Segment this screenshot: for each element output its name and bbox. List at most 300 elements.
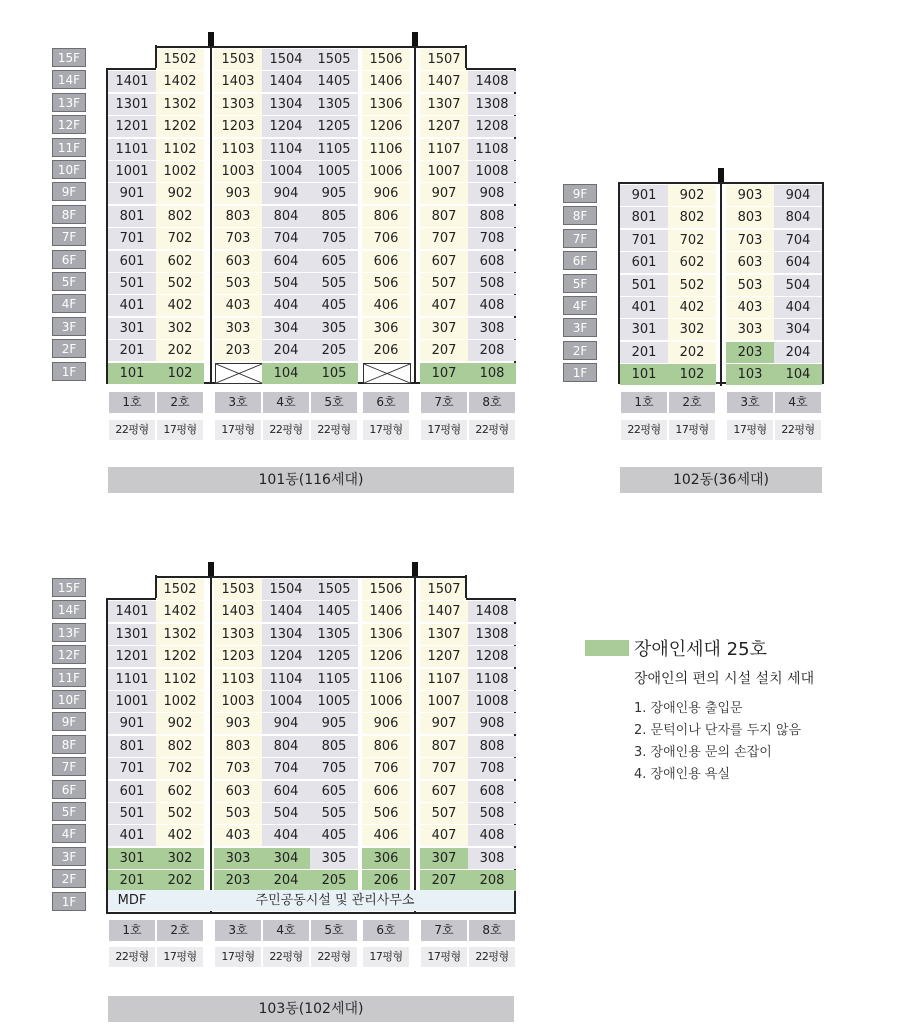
unit-cell: 908	[468, 183, 516, 204]
floor-label: 3F	[52, 847, 86, 866]
unit-cell: 1107	[420, 669, 468, 690]
floor-label: 9F	[52, 712, 86, 731]
accessible-unit-cell: 208	[468, 870, 516, 891]
accessible-unit-cell: 107	[420, 363, 468, 384]
unit-cell: 1302	[156, 624, 204, 645]
unit-cell: 502	[156, 803, 204, 824]
accessible-unit-cell: 206	[362, 870, 410, 891]
unit-cell: 402	[156, 825, 204, 846]
unit-number-label: 3호	[215, 920, 261, 941]
floor-label: 6F	[563, 251, 597, 270]
unit-cell: 1201	[108, 116, 156, 137]
unit-cell: 703	[214, 758, 262, 779]
unit-cell: 1106	[362, 669, 410, 690]
unit-cell: 1207	[420, 646, 468, 667]
unit-number-label: 2호	[157, 392, 203, 413]
unit-cell: 604	[262, 251, 310, 272]
unit-size-label: 17평형	[215, 947, 261, 967]
unit-cell: 202	[668, 342, 716, 363]
unit-cell: 1004	[262, 161, 310, 182]
unit-cell: 1504	[262, 579, 310, 600]
unit-cell: 1106	[362, 139, 410, 160]
unit-cell: 507	[420, 803, 468, 824]
unit-size-label: 22평형	[109, 947, 155, 967]
unit-cell: 1003	[214, 691, 262, 712]
unit-cell: 1502	[156, 579, 204, 600]
unit-number-label: 7호	[421, 392, 467, 413]
unit-cell: 803	[726, 207, 774, 228]
unit-cell: 601	[108, 781, 156, 802]
roof-step-line	[465, 45, 467, 68]
unit-cell: 1506	[362, 579, 410, 600]
floor-label: 13F	[52, 623, 86, 642]
unit-cell: 306	[362, 318, 410, 339]
unit-size-label: 22평형	[469, 947, 515, 967]
unit-cell: 501	[108, 803, 156, 824]
unit-cell: 602	[156, 781, 204, 802]
accessible-unit-cell: 203	[214, 870, 262, 891]
unit-cell: 705	[310, 758, 358, 779]
unit-cell: 901	[108, 713, 156, 734]
unit-cell: 606	[362, 251, 410, 272]
unit-cell: 903	[214, 713, 262, 734]
unit-cell: 806	[362, 736, 410, 757]
unit-cell: 503	[214, 803, 262, 824]
unit-cell: 301	[620, 319, 668, 340]
floor-label: 8F	[52, 735, 86, 754]
unit-number-label: 4호	[775, 392, 821, 413]
unit-cell: 506	[362, 273, 410, 294]
unit-number-label: 6호	[363, 392, 409, 413]
accessible-unit-cell: 104	[774, 364, 822, 385]
unit-cell: 908	[468, 713, 516, 734]
unit-cell: 401	[108, 295, 156, 316]
unit-cell: 605	[310, 251, 358, 272]
unit-size-label: 17평형	[421, 947, 467, 967]
accessible-unit-cell: 304	[262, 848, 310, 869]
legend-swatch	[585, 640, 629, 656]
unit-cell: 1203	[214, 116, 262, 137]
roof-step-line	[466, 598, 516, 600]
accessible-unit-cell: 201	[108, 870, 156, 891]
unit-size-label: 17평형	[363, 420, 409, 440]
unit-cell: 1505	[310, 579, 358, 600]
unit-cell: 1408	[468, 71, 516, 92]
unit-cell: 1101	[108, 669, 156, 690]
unit-cell: 1004	[262, 691, 310, 712]
floor-label: 12F	[52, 115, 86, 134]
roof-step-line	[106, 598, 156, 600]
unit-cell: 1005	[310, 691, 358, 712]
floor-label: 10F	[52, 690, 86, 709]
unit-cell: 502	[668, 275, 716, 296]
unit-cell: 406	[362, 295, 410, 316]
unit-number-label: 1호	[621, 392, 667, 413]
unit-cell: 603	[214, 251, 262, 272]
building-divider	[210, 46, 212, 384]
unit-number-label: 4호	[263, 920, 309, 941]
unit-cell: 1408	[468, 601, 516, 622]
unit-cell: 1202	[156, 116, 204, 137]
unit-cell: 1301	[108, 624, 156, 645]
unit-cell: 1201	[108, 646, 156, 667]
unit-cell: 1002	[156, 691, 204, 712]
unit-number-label: 7호	[421, 920, 467, 941]
unit-size-label: 17평형	[669, 420, 715, 440]
unit-cell: 808	[468, 206, 516, 227]
unit-size-label: 22평형	[311, 947, 357, 967]
unit-cell: 504	[774, 275, 822, 296]
building-divider	[414, 576, 416, 914]
unit-cell: 708	[468, 228, 516, 249]
unit-cell: 1306	[362, 94, 410, 115]
unit-cell: 1404	[262, 71, 310, 92]
b103-mdf-label: MDF	[108, 890, 156, 911]
roof-step-line	[465, 575, 467, 598]
unit-cell: 203	[214, 340, 262, 361]
unit-cell: 305	[310, 318, 358, 339]
building-divider-tab	[208, 562, 214, 576]
unit-cell: 704	[262, 228, 310, 249]
unit-cell: 602	[668, 252, 716, 273]
unit-cell: 1103	[214, 139, 262, 160]
unit-cell: 302	[156, 318, 204, 339]
unit-cell: 1205	[310, 116, 358, 137]
unit-size-label: 22평형	[311, 420, 357, 440]
unit-cell: 403	[726, 297, 774, 318]
accessible-unit-cell: 102	[156, 363, 204, 384]
unit-cell: 804	[262, 206, 310, 227]
unit-cell: 1008	[468, 161, 516, 182]
legend-title: 장애인세대 25호	[634, 639, 767, 660]
floor-label: 1F	[52, 892, 86, 911]
roof-notch	[465, 575, 517, 599]
unit-cell: 805	[310, 736, 358, 757]
accessible-unit-cell: 207	[420, 870, 468, 891]
unit-cell: 1102	[156, 669, 204, 690]
legend-item: 2. 문턱이나 단자를 두지 않음	[634, 723, 802, 738]
unit-cell: 1507	[420, 579, 468, 600]
unit-size-label: 22평형	[263, 947, 309, 967]
unit-cell: 204	[774, 342, 822, 363]
floor-label: 10F	[52, 160, 86, 179]
unit-cell: 904	[774, 185, 822, 206]
legend-item: 1. 장애인용 출입문	[634, 701, 743, 716]
unit-cell: 907	[420, 713, 468, 734]
unit-cell: 1206	[362, 116, 410, 137]
roof-step-line	[155, 45, 157, 68]
roof-step-line	[466, 68, 516, 70]
unit-cell: 507	[420, 273, 468, 294]
unit-cell: 404	[774, 297, 822, 318]
accessible-unit-cell: 108	[468, 363, 516, 384]
unit-cell: 508	[468, 273, 516, 294]
unit-cell: 305	[310, 848, 358, 869]
unit-number-label: 1호	[109, 392, 155, 413]
b103-name-bar: 103동(102세대)	[108, 996, 514, 1022]
unit-cell: 1002	[156, 161, 204, 182]
unit-cell: 504	[262, 803, 310, 824]
unit-cell: 1006	[362, 161, 410, 182]
unit-number-label: 2호	[157, 920, 203, 941]
unit-cell: 506	[362, 803, 410, 824]
unit-cell: 804	[262, 736, 310, 757]
unit-cell: 308	[468, 848, 516, 869]
floor-label: 12F	[52, 645, 86, 664]
unit-cell: 605	[310, 781, 358, 802]
unit-cell: 701	[108, 228, 156, 249]
floor-label: 13F	[52, 93, 86, 112]
floor-label: 15F	[52, 48, 86, 67]
unit-cell: 904	[262, 713, 310, 734]
legend-item: 3. 장애인용 문의 손잡이	[634, 745, 772, 760]
unit-cell: 201	[620, 342, 668, 363]
unit-size-label: 22평형	[621, 420, 667, 440]
unit-cell: 604	[774, 252, 822, 273]
unit-cell: 604	[262, 781, 310, 802]
roof-step-line	[155, 575, 157, 598]
unit-number-label: 1호	[109, 920, 155, 941]
floor-label: 11F	[52, 138, 86, 157]
unit-size-label: 17평형	[157, 947, 203, 967]
unit-cell: 1203	[214, 646, 262, 667]
building-divider	[210, 576, 212, 914]
accessible-unit-cell: 302	[156, 848, 204, 869]
unit-cell: 405	[310, 825, 358, 846]
unit-cell: 801	[620, 207, 668, 228]
unit-cell: 202	[156, 340, 204, 361]
unit-cell: 1007	[420, 691, 468, 712]
unit-cell: 208	[468, 340, 516, 361]
unit-size-label: 17평형	[215, 420, 261, 440]
unit-cell: 402	[668, 297, 716, 318]
building-divider	[414, 46, 416, 384]
unit-cell: 1003	[214, 161, 262, 182]
unit-size-label: 17평형	[421, 420, 467, 440]
unit-cell: 402	[156, 295, 204, 316]
unit-cell: 408	[468, 295, 516, 316]
empty-unit-cross	[215, 363, 263, 384]
unit-cell: 906	[362, 183, 410, 204]
accessible-unit-cell: 306	[362, 848, 410, 869]
unit-cell: 405	[310, 295, 358, 316]
unit-cell: 701	[620, 230, 668, 251]
unit-cell: 1008	[468, 691, 516, 712]
unit-cell: 1305	[310, 94, 358, 115]
accessible-unit-cell: 101	[620, 364, 668, 385]
unit-cell: 802	[156, 736, 204, 757]
unit-cell: 407	[420, 295, 468, 316]
unit-cell: 702	[156, 228, 204, 249]
unit-cell: 1401	[108, 71, 156, 92]
unit-size-label: 17평형	[157, 420, 203, 440]
unit-cell: 703	[214, 228, 262, 249]
unit-number-label: 5호	[311, 392, 357, 413]
unit-cell: 1405	[310, 71, 358, 92]
unit-cell: 601	[620, 252, 668, 273]
unit-cell: 401	[620, 297, 668, 318]
unit-cell: 1403	[214, 71, 262, 92]
unit-cell: 401	[108, 825, 156, 846]
unit-cell: 1107	[420, 139, 468, 160]
unit-cell: 603	[214, 781, 262, 802]
unit-cell: 807	[420, 206, 468, 227]
accessible-unit-cell: 301	[108, 848, 156, 869]
unit-cell: 607	[420, 251, 468, 272]
unit-cell: 902	[156, 713, 204, 734]
unit-cell: 505	[310, 803, 358, 824]
unit-cell: 1507	[420, 49, 468, 70]
unit-cell: 1103	[214, 669, 262, 690]
unit-cell: 503	[214, 273, 262, 294]
unit-number-label: 3호	[215, 392, 261, 413]
accessible-unit-cell: 205	[310, 870, 358, 891]
unit-cell: 1104	[262, 139, 310, 160]
floor-label: 5F	[563, 274, 597, 293]
unit-number-label: 5호	[311, 920, 357, 941]
floor-label: 6F	[52, 780, 86, 799]
unit-cell: 905	[310, 183, 358, 204]
unit-cell: 508	[468, 803, 516, 824]
accessible-unit-cell: 105	[310, 363, 358, 384]
unit-cell: 1101	[108, 139, 156, 160]
floor-label: 15F	[52, 578, 86, 597]
unit-cell: 1506	[362, 49, 410, 70]
unit-cell: 1302	[156, 94, 204, 115]
unit-cell: 301	[108, 318, 156, 339]
unit-cell: 505	[310, 273, 358, 294]
unit-cell: 1202	[156, 646, 204, 667]
unit-cell: 503	[726, 275, 774, 296]
floor-label: 1F	[52, 362, 86, 381]
floor-label: 6F	[52, 250, 86, 269]
roof-notch	[105, 575, 157, 599]
unit-cell: 403	[214, 825, 262, 846]
floor-label: 1F	[563, 363, 597, 382]
accessible-unit-cell: 101	[108, 363, 156, 384]
floor-label: 4F	[52, 294, 86, 313]
floor-label: 7F	[52, 757, 86, 776]
unit-cell: 1108	[468, 669, 516, 690]
building-divider-tab	[412, 562, 418, 576]
building-divider	[720, 182, 722, 386]
floor-label: 5F	[52, 272, 86, 291]
unit-number-label: 2호	[669, 392, 715, 413]
building-divider-tab	[718, 168, 724, 182]
unit-cell: 1208	[468, 646, 516, 667]
unit-cell: 905	[310, 713, 358, 734]
unit-cell: 408	[468, 825, 516, 846]
unit-cell: 704	[774, 230, 822, 251]
unit-cell: 906	[362, 713, 410, 734]
unit-cell: 607	[420, 781, 468, 802]
unit-cell: 1102	[156, 139, 204, 160]
accessible-unit-cell: 104	[262, 363, 310, 384]
unit-cell: 1005	[310, 161, 358, 182]
unit-cell: 302	[668, 319, 716, 340]
floor-label: 3F	[563, 318, 597, 337]
unit-cell: 201	[108, 340, 156, 361]
roof-notch	[105, 45, 157, 69]
empty-unit-cross	[363, 363, 411, 384]
accessible-unit-cell: 204	[262, 870, 310, 891]
floor-label: 2F	[52, 339, 86, 358]
unit-cell: 804	[774, 207, 822, 228]
unit-cell: 706	[362, 758, 410, 779]
unit-size-label: 22평형	[469, 420, 515, 440]
floor-label: 4F	[563, 296, 597, 315]
unit-cell: 1303	[214, 624, 262, 645]
unit-cell: 1307	[420, 624, 468, 645]
floor-label: 11F	[52, 668, 86, 687]
unit-cell: 1105	[310, 139, 358, 160]
floor-label: 9F	[52, 182, 86, 201]
b102-name-bar: 102동(36세대)	[620, 467, 822, 493]
unit-number-label: 3호	[727, 392, 773, 413]
unit-cell: 705	[310, 228, 358, 249]
unit-size-label: 17평형	[363, 947, 409, 967]
unit-cell: 608	[468, 781, 516, 802]
unit-cell: 1206	[362, 646, 410, 667]
unit-cell: 707	[420, 758, 468, 779]
accessible-unit-cell: 307	[420, 848, 468, 869]
unit-cell: 1308	[468, 94, 516, 115]
roof-step-line	[106, 68, 156, 70]
unit-cell: 204	[262, 340, 310, 361]
unit-cell: 1407	[420, 71, 468, 92]
unit-cell: 802	[156, 206, 204, 227]
floor-label: 3F	[52, 317, 86, 336]
unit-cell: 1207	[420, 116, 468, 137]
unit-cell: 801	[108, 736, 156, 757]
unit-cell: 904	[262, 183, 310, 204]
floor-label: 14F	[52, 600, 86, 619]
legend-item: 4. 장애인용 욕실	[634, 767, 731, 782]
floor-label: 14F	[52, 70, 86, 89]
unit-cell: 704	[262, 758, 310, 779]
unit-cell: 901	[108, 183, 156, 204]
unit-size-label: 22평형	[775, 420, 821, 440]
unit-cell: 902	[668, 185, 716, 206]
unit-cell: 1304	[262, 94, 310, 115]
accessible-unit-cell: 303	[214, 848, 262, 869]
unit-cell: 803	[214, 206, 262, 227]
floor-label: 8F	[52, 205, 86, 224]
unit-cell: 1007	[420, 161, 468, 182]
floor-label: 7F	[52, 227, 86, 246]
unit-cell: 407	[420, 825, 468, 846]
unit-number-label: 6호	[363, 920, 409, 941]
unit-cell: 903	[214, 183, 262, 204]
unit-cell: 805	[310, 206, 358, 227]
unit-cell: 207	[420, 340, 468, 361]
unit-cell: 1503	[214, 579, 262, 600]
accessible-unit-cell: 203	[726, 342, 774, 363]
floor-label: 2F	[52, 869, 86, 888]
unit-cell: 1205	[310, 646, 358, 667]
unit-cell: 1308	[468, 624, 516, 645]
unit-cell: 1303	[214, 94, 262, 115]
unit-cell: 802	[668, 207, 716, 228]
floor-label: 9F	[563, 184, 597, 203]
unit-cell: 1204	[262, 646, 310, 667]
unit-cell: 1504	[262, 49, 310, 70]
unit-cell: 602	[156, 251, 204, 272]
unit-cell: 1505	[310, 49, 358, 70]
unit-cell: 303	[214, 318, 262, 339]
unit-cell: 902	[156, 183, 204, 204]
unit-cell: 702	[156, 758, 204, 779]
